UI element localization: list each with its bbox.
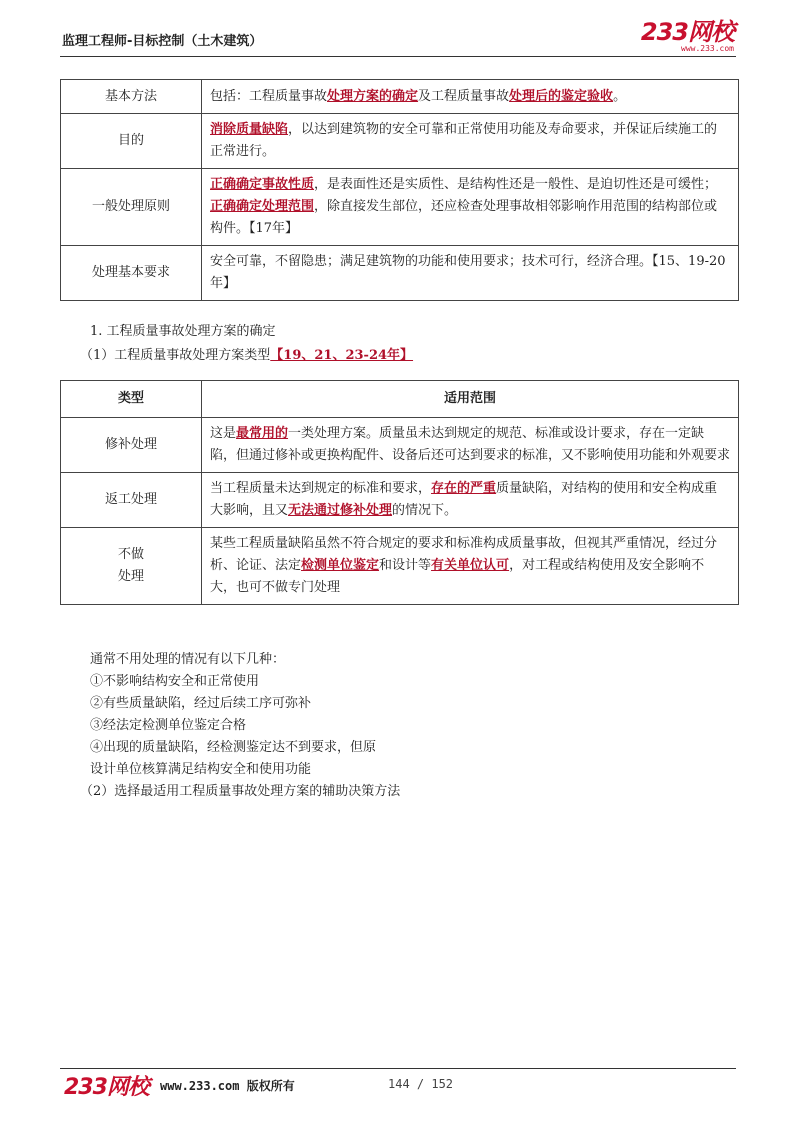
row-content <box>202 114 739 169</box>
note-line: ①不影响结构安全和正常使用 <box>90 674 260 689</box>
page-number: 144 / 152 <box>388 1077 454 1091</box>
highlighted-text: 消除质量缺陷 <box>210 122 289 137</box>
row-label-text: 返工处理 <box>104 492 157 507</box>
row-label <box>61 80 202 114</box>
page-header-title: 监理工程师-目标控制（土木建筑） <box>62 34 263 49</box>
column-header-type: 类型 <box>61 381 202 418</box>
highlighted-text: 最常用的 <box>236 426 289 441</box>
highlighted-text: 处理方案的确定 <box>327 88 419 104</box>
subheading-text: （1）工程质量事故处理方案类型 <box>80 348 271 363</box>
highlighted-text: 存在的严重 <box>431 481 497 496</box>
note-line: 通常不用处理的情况有以下几种： <box>90 652 286 667</box>
table-row <box>61 418 739 473</box>
note-line: 设计单位核算满足结构安全和使用功能 <box>90 762 312 777</box>
content-text: 。 <box>613 88 627 104</box>
note-line: ③经法定检测单位鉴定合格 <box>90 718 247 733</box>
content-text: ，对工程或结构使用及安全影响不大，也可不做专门处理 <box>210 558 705 595</box>
row-content <box>202 473 739 528</box>
highlighted-text: 正确确定事故性质 <box>210 177 315 192</box>
table-row <box>61 528 739 605</box>
row-label <box>61 246 202 301</box>
content-text: 包括：工程质量事故 <box>210 88 328 104</box>
content-text: 当工程质量未达到规定的标准和要求， <box>210 481 432 496</box>
table-row <box>61 169 739 246</box>
row-label-text: 不做 <box>117 547 144 562</box>
row-label <box>61 169 202 246</box>
note-line: ②有些质量缺陷，经过后续工序可弥补 <box>90 696 312 711</box>
treatment-overview-table <box>60 79 739 301</box>
content-text: ，以达到建筑物的安全可靠和正常使用功能及寿命要求，并保证后续施工的正常进行。 <box>210 122 718 159</box>
content-text: 某些工程质量缺陷虽然不符合规定的要求和标准构成质量事故，但视其严重情况，经过分析、论证、法定 <box>210 536 718 573</box>
content-text: 这是 <box>210 426 237 441</box>
table-row <box>61 114 739 169</box>
content-text: ，除直接发生部位，还应检查处理事故相邻影响作用范围的结构部位或构件。【17年】 <box>210 199 718 236</box>
content-text: ，是表面性还是实质性、是结构性还是一般性、是迫切性还是可缓性； <box>314 177 718 192</box>
footer-copyright: www.233.com 版权所有 <box>160 1079 295 1093</box>
note-line: （2）选择最适用工程质量事故处理方案的辅助决策方法 <box>80 784 401 799</box>
highlighted-text: 正确确定处理范围 <box>210 199 315 214</box>
row-label-text: 基本方法 <box>104 88 157 104</box>
row-content <box>202 169 739 246</box>
highlighted-text: 检测单位鉴定 <box>301 558 380 573</box>
content-text: 和设计等 <box>379 558 432 573</box>
row-label <box>61 473 202 528</box>
footer-logo[interactable]: 233网校 <box>64 1075 149 1100</box>
row-content <box>202 80 739 114</box>
row-label-text: 修补处理 <box>104 437 157 452</box>
logo-text: 233网校 <box>640 18 734 46</box>
footer-divider <box>60 1068 736 1069</box>
content-text: 及工程质量事故 <box>418 88 510 104</box>
row-label-text: 处理基本要求 <box>91 265 170 280</box>
row-label-text: 目的 <box>117 133 144 148</box>
highlighted-text: 有关单位认可 <box>431 558 510 573</box>
row-label <box>61 418 202 473</box>
logo-url: www.233.com <box>681 44 734 53</box>
content-text: 质量缺陷，对结构的使用和安全构成重大影响，且又 <box>210 481 718 518</box>
table-row <box>61 80 739 114</box>
row-label <box>61 114 202 169</box>
table-row <box>61 473 739 528</box>
content-text: 的情况下。 <box>392 503 458 518</box>
row-content <box>202 418 739 473</box>
row-label-text: 一般处理原则 <box>91 199 170 214</box>
note-line: ④出现的质量缺陷，经检测鉴定达不到要求，但原 <box>90 740 377 755</box>
section-heading: 1. 工程质量事故处理方案的确定 <box>90 324 276 339</box>
highlighted-text: 处理后的鉴定验收 <box>509 88 614 104</box>
content-text: 安全可靠，不留隐患；满足建筑物的功能和使用要求；技术可行，经济合理。【15、19-20年】 <box>210 254 726 291</box>
header-divider <box>60 56 736 57</box>
content-text: 一类处理方案。质量虽未达到规定的规范、标准或设计要求，存在一定缺陷，但通过修补或更换构配件、设备后还可达到要求的标准，又不影响使用功能和外观要求 <box>210 426 731 463</box>
row-content <box>202 246 739 301</box>
row-label <box>61 528 202 605</box>
row-content <box>202 528 739 605</box>
subheading-years: 【19、21、23-24年】 <box>270 348 414 363</box>
brand-logo[interactable] <box>641 20 734 53</box>
highlighted-text: 无法通过修补处理 <box>288 503 393 518</box>
table-row <box>61 246 739 301</box>
row-label-text: 处理 <box>117 569 144 584</box>
section-subheading <box>80 346 413 366</box>
column-header-scope: 适用范围 <box>202 381 739 418</box>
treatment-types-table <box>60 380 739 605</box>
